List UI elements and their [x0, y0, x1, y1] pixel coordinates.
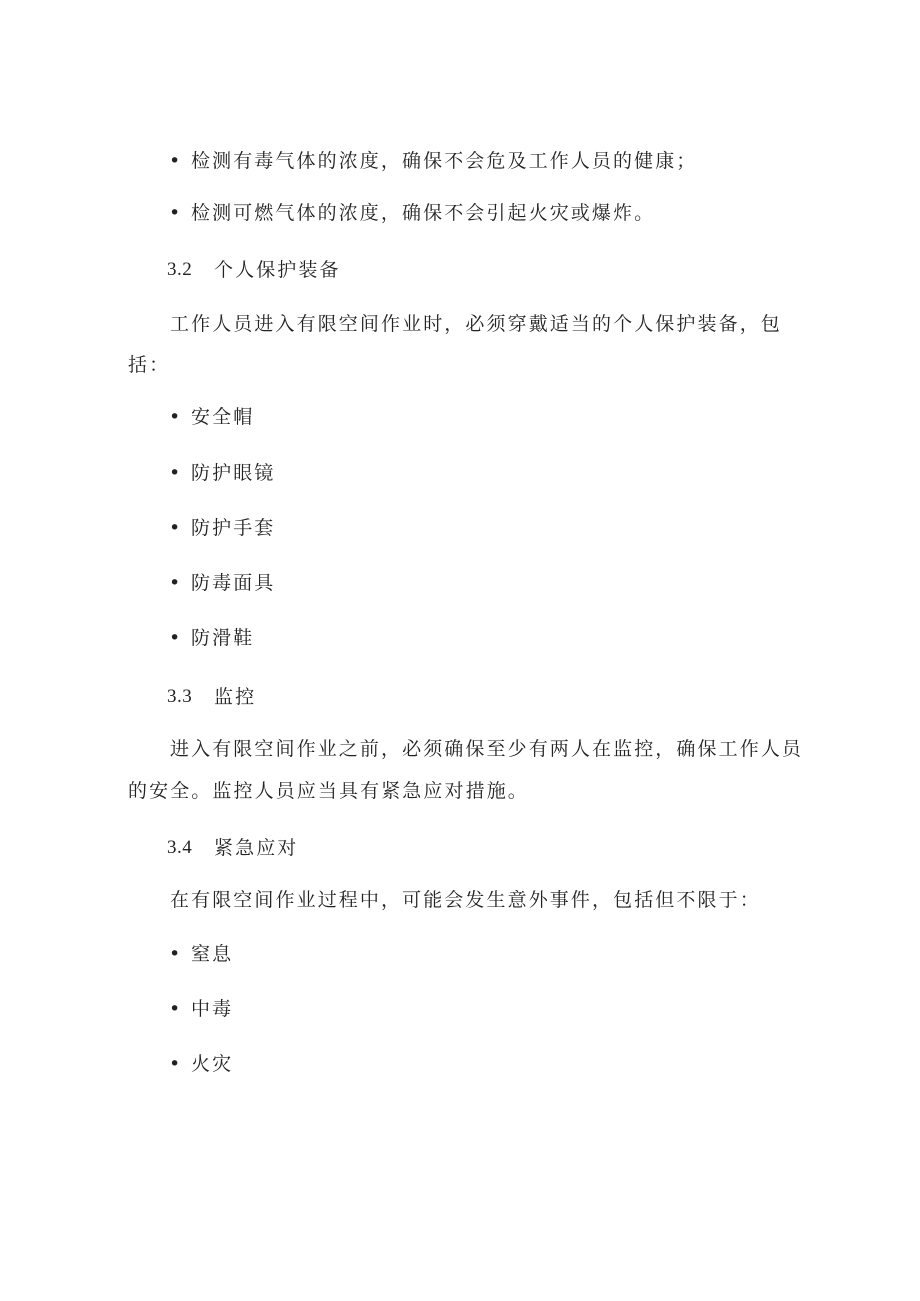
- paragraph-line: 的安全。监控人员应当具有紧急应对措施。: [128, 780, 529, 802]
- bullet-marker: •: [169, 462, 181, 484]
- bullet-marker: •: [169, 998, 181, 1020]
- bullet-marker: •: [169, 406, 181, 428]
- bullet-item: 火灾: [191, 1053, 234, 1075]
- bullet-item: 检测有毒气体的浓度，确保不会危及工作人员的健康；: [191, 150, 698, 172]
- section-number: 3.3: [167, 686, 193, 707]
- section-title: 紧急应对: [214, 837, 299, 859]
- bullet-marker: •: [169, 150, 181, 172]
- section-title: 监控: [214, 686, 257, 708]
- bullet-marker: •: [169, 202, 181, 224]
- paragraph-line: 在有限空间作业过程中，可能会发生意外事件，包括但不限于：: [170, 889, 761, 911]
- bullet-item: 防滑鞋: [191, 627, 255, 649]
- paragraph-line: 进入有限空间作业之前，必须确保至少有两人在监控，确保工作人员: [170, 738, 804, 760]
- bullet-item: 安全帽: [191, 406, 255, 428]
- bullet-item: 防毒面具: [191, 572, 276, 594]
- section-number: 3.2: [167, 259, 193, 280]
- bullet-marker: •: [169, 517, 181, 539]
- bullet-item: 窒息: [191, 943, 234, 965]
- paragraph-line: 括：: [128, 354, 171, 376]
- bullet-marker: •: [169, 627, 181, 649]
- bullet-item: 防护眼镜: [191, 462, 276, 484]
- bullet-marker: •: [169, 572, 181, 594]
- bullet-marker: •: [169, 1053, 181, 1075]
- bullet-item: 防护手套: [191, 517, 276, 539]
- bullet-item: 中毒: [191, 998, 234, 1020]
- bullet-marker: •: [169, 943, 181, 965]
- bullet-item: 检测可燃气体的浓度，确保不会引起火灾或爆炸。: [191, 202, 656, 224]
- paragraph-line: 工作人员进入有限空间作业时，必须穿戴适当的个人保护装备，包: [170, 313, 782, 335]
- section-number: 3.4: [167, 837, 193, 858]
- section-title: 个人保护装备: [214, 259, 341, 281]
